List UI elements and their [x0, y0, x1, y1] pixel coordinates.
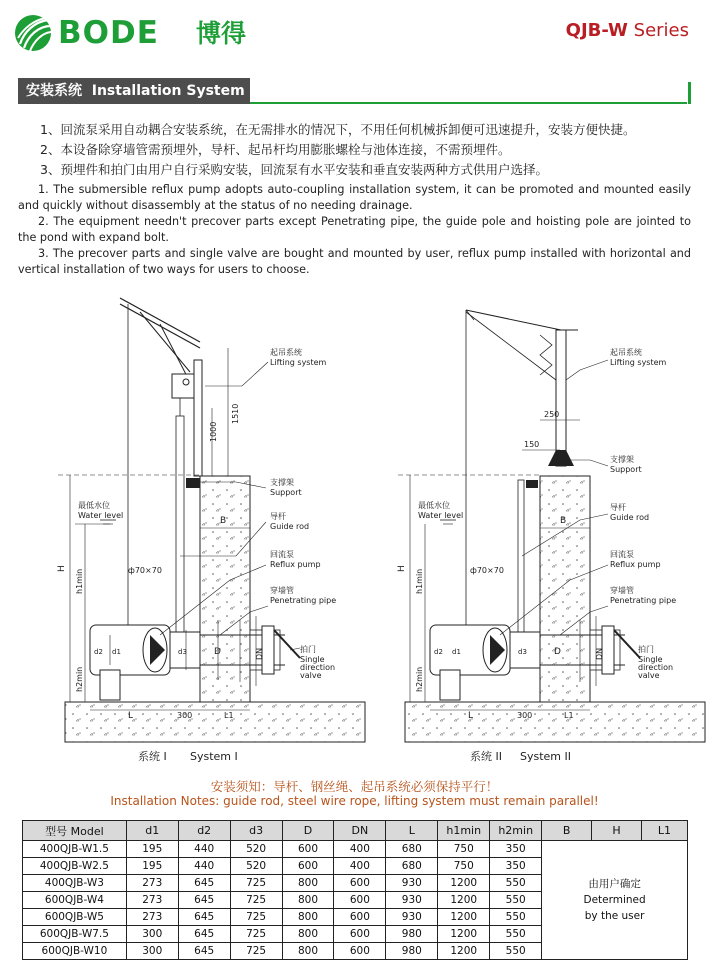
guide-label-en-2: Guide rod	[610, 513, 650, 522]
dim-h-2: H	[397, 565, 407, 572]
cell: 980	[386, 926, 438, 943]
installation-drawing	[0, 290, 709, 770]
cell-model: 600QJB-W5	[23, 909, 127, 926]
cell: 930	[386, 909, 438, 926]
dim-b-2: B	[560, 516, 567, 526]
lifting-label-en-1: Lifting system	[270, 358, 327, 367]
dim-b-1: B	[220, 516, 227, 526]
dim-d3-2: d3	[518, 648, 527, 656]
wall-2	[540, 476, 590, 702]
cell: 550	[490, 943, 542, 960]
col-L: L	[386, 821, 438, 841]
dim-l1-1: L1	[224, 711, 234, 720]
section-header	[18, 78, 691, 104]
col-L1: L1	[641, 821, 687, 841]
cell-model: 400QJB-W2.5	[23, 858, 127, 875]
dim-phi-1: ф70×70	[128, 566, 162, 575]
col-d2: d2	[178, 821, 230, 841]
installation-diagram	[0, 290, 709, 770]
brand-logo	[14, 14, 254, 54]
pipe-label-en-2: Penetrating pipe	[610, 596, 677, 605]
series-model: QJB-W	[565, 20, 628, 41]
en-point-2: 2. The equipment needn't precover parts except Penetrating pipe, the guide pole and hoisting pole are jointed to the pond with expand bolt.	[18, 215, 691, 244]
cell: 645	[178, 926, 230, 943]
cell: 600	[334, 875, 386, 892]
cell: 550	[490, 909, 542, 926]
cell: 750	[438, 841, 490, 858]
cell: 600	[334, 892, 386, 909]
determined-en-2: by the user	[584, 910, 645, 922]
valve-label-en3-2: valve	[638, 671, 660, 680]
valve-label-en2-2: direction	[638, 663, 674, 672]
valve-label-en1-2: Single	[638, 655, 663, 664]
cell: 273	[126, 875, 178, 892]
cell: 600	[334, 909, 386, 926]
dim-250-2: 250	[544, 410, 560, 419]
support-label-en-2: Support	[610, 465, 642, 474]
cell: 600	[334, 926, 386, 943]
cell: 930	[386, 875, 438, 892]
cell: 680	[386, 858, 438, 875]
col-model: 型号 Model	[23, 821, 127, 841]
cell: 725	[230, 926, 282, 943]
lifting-post-2	[556, 330, 566, 466]
cell: 800	[282, 909, 334, 926]
cell: 300	[126, 943, 178, 960]
pump-label-cn-1: 回流泵	[270, 550, 294, 559]
water-label-en-1: Water level	[78, 511, 124, 520]
cell: 600	[334, 943, 386, 960]
logo-wordmark: BODE	[58, 15, 159, 51]
cell: 680	[386, 841, 438, 858]
cell: 350	[490, 841, 542, 858]
dim-1510-1: 1510	[231, 403, 240, 424]
dim-h1-1: h1min	[75, 568, 84, 594]
caption-system-2-cn: 系统 II	[470, 750, 502, 763]
cell: 725	[230, 875, 282, 892]
valve-label-en3-1: valve	[300, 671, 322, 680]
table-header-row	[23, 821, 688, 841]
pump-label-en-2: Reflux pump	[610, 560, 661, 569]
dim-d-2: D	[554, 647, 561, 657]
pump-label-en-1: Reflux pump	[270, 560, 321, 569]
cell: 725	[230, 892, 282, 909]
cell: 600	[282, 841, 334, 858]
dim-d1-1: d1	[112, 648, 121, 656]
cell-model: 600QJB-W4	[23, 892, 127, 909]
cn-point-2: 2、本设备除穿墙管需预埋外，导杆、起吊杆均用膨胀螺栓与池体连接，不需预埋件。	[40, 142, 511, 157]
guide-label-cn-1: 导杆	[270, 512, 286, 521]
col-h2min: h2min	[490, 821, 542, 841]
section-title	[18, 78, 250, 104]
determined-en-1: Determined	[583, 894, 646, 906]
cell-model: 600QJB-W7.5	[23, 926, 127, 943]
water-label-en-2: Water level	[418, 511, 464, 520]
col-d3: d3	[230, 821, 282, 841]
support-label-cn-2: 支撑架	[610, 455, 634, 464]
dim-dn-2: DN	[595, 647, 604, 660]
series-title	[566, 20, 689, 42]
caption-system-1-cn: 系统 I	[138, 750, 167, 763]
section-title-en: Installation System	[91, 83, 245, 99]
cell: 725	[230, 909, 282, 926]
cell: 550	[490, 926, 542, 943]
cell: 800	[282, 875, 334, 892]
dim-h2-1: h2min	[75, 666, 84, 692]
water-label-cn-1: 最低水位	[78, 501, 110, 510]
cell: 750	[438, 858, 490, 875]
section-rule-cap	[688, 82, 691, 104]
reflux-pump-2	[430, 625, 540, 700]
pipe-label-en-1: Penetrating pipe	[270, 596, 337, 605]
cell: 520	[230, 841, 282, 858]
dim-d1-2: d1	[452, 648, 461, 656]
cell: 645	[178, 909, 230, 926]
wall-1	[200, 476, 250, 702]
col-D: D	[282, 821, 334, 841]
support-label-en-1: Support	[270, 488, 302, 497]
col-d1: d1	[126, 821, 178, 841]
lifting-post-1	[194, 360, 202, 476]
dim-phi-2: ф70×70	[470, 566, 504, 575]
series-word: Series	[627, 20, 689, 41]
cell: 1200	[438, 926, 490, 943]
valve-label-cn-1: 拍门	[300, 645, 316, 654]
cell: 273	[126, 892, 178, 909]
en-point-1: 1. The submersible reflux pump adopts auto-coupling installation system, it can be promoted and mounted easily and quickly without disassembly at the status of no needing drainage.	[18, 183, 691, 212]
dim-d2-1: d2	[94, 648, 103, 656]
dim-d-1: D	[214, 647, 221, 657]
dim-h1-2: h1min	[415, 568, 424, 594]
water-label-cn-2: 最低水位	[418, 501, 450, 510]
dim-300-1: 300	[177, 711, 193, 720]
valve-label-en1-1: Single	[300, 655, 325, 664]
cell: 645	[178, 892, 230, 909]
cell: 550	[490, 875, 542, 892]
dim-l-1: L	[128, 711, 134, 721]
cell-model: 400QJB-W3	[23, 875, 127, 892]
dim-d3-1: d3	[178, 648, 187, 656]
col-B: B	[542, 821, 592, 841]
guide-label-cn-2: 导杆	[610, 503, 626, 512]
cell: 930	[386, 892, 438, 909]
cell: 400	[334, 858, 386, 875]
lifting-label-cn-1: 起吊系统	[270, 348, 302, 357]
dim-dn-1: DN	[255, 647, 264, 660]
dim-1000-1: 1000	[209, 421, 218, 442]
section-rule	[250, 102, 687, 104]
cell: 1200	[438, 909, 490, 926]
cell: 980	[386, 943, 438, 960]
cell-model: 600QJB-W10	[23, 943, 127, 960]
col-h1min: h1min	[438, 821, 490, 841]
cell: 800	[282, 943, 334, 960]
section-title-cn: 安装系统	[26, 83, 82, 99]
dim-l1-2: L1	[564, 711, 574, 720]
pipe-label-cn-1: 穿墙管	[270, 586, 294, 595]
cn-point-1: 1、回流泵采用自动耦合安装系统，在无需排水的情况下，不用任何机械拆卸便可迅速提升，安装方便快捷。	[40, 122, 636, 137]
caption-system-2-en: System II	[520, 750, 572, 763]
cell: 440	[178, 858, 230, 875]
determined-cn: 由用户确定	[588, 878, 641, 890]
english-points	[18, 182, 691, 278]
floor-slab-2	[405, 702, 705, 742]
spec-table	[22, 820, 688, 960]
reflux-pump-1	[90, 625, 200, 700]
cell: 195	[126, 841, 178, 858]
cell: 273	[126, 909, 178, 926]
install-note-en: Installation Notes: guide rod, steel wire rope, lifting system must remain parallel!	[110, 794, 599, 808]
chinese-points	[40, 120, 635, 180]
cell: 550	[490, 892, 542, 909]
caption-system-1-en: System I	[190, 750, 238, 763]
col-DN: DN	[334, 821, 386, 841]
lifting-label-cn-2: 起吊系统	[610, 348, 642, 357]
cell: 195	[126, 858, 178, 875]
dim-150-2: 150	[524, 440, 540, 449]
cell: 1200	[438, 875, 490, 892]
col-H: H	[592, 821, 642, 841]
dim-h-1: H	[57, 565, 67, 572]
dim-300-2: 300	[517, 711, 533, 720]
valve-label-cn-2: 拍门	[638, 645, 654, 654]
cell: 400	[334, 841, 386, 858]
pipe-label-cn-2: 穿墙管	[610, 586, 634, 595]
cell: 1200	[438, 892, 490, 909]
cell: 440	[178, 841, 230, 858]
table-row	[23, 841, 688, 858]
cell: 520	[230, 858, 282, 875]
guide-label-en-1: Guide rod	[270, 522, 310, 531]
cell: 1200	[438, 943, 490, 960]
globe-logo-icon	[14, 14, 52, 52]
dim-d2-2: d2	[434, 648, 443, 656]
dim-h2-2: h2min	[415, 666, 424, 692]
valve-label-en2-1: direction	[300, 663, 336, 672]
cell: 300	[126, 926, 178, 943]
cell-model: 400QJB-W1.5	[23, 841, 127, 858]
cell: 800	[282, 926, 334, 943]
cell: 645	[178, 875, 230, 892]
logo-chinese: 博得	[196, 19, 247, 48]
lifting-label-en-2: Lifting system	[610, 358, 667, 367]
cell: 800	[282, 892, 334, 909]
install-note-cn: 安装须知：导杆、钢丝绳、起吊系统必须保持平行！	[210, 779, 499, 794]
determined-by-user-cell	[542, 841, 688, 960]
cell: 725	[230, 943, 282, 960]
pump-label-cn-2: 回流泵	[610, 550, 634, 559]
support-label-cn-1: 支撑架	[270, 478, 294, 487]
cell: 645	[178, 943, 230, 960]
floor-slab-1	[65, 702, 365, 742]
cell: 600	[282, 858, 334, 875]
cn-point-3: 3、预埋件和拍门由用户自行采购安装，回流泵有水平安装和垂直安装两种方式供用户选择。	[40, 162, 548, 177]
dim-l-2: L	[468, 711, 474, 721]
cell: 350	[490, 858, 542, 875]
en-point-3: 3. The precover parts and single valve are bought and mounted by user, reflux pump installed with horizontal and vertical installation of two ways for users to choose.	[18, 247, 691, 276]
